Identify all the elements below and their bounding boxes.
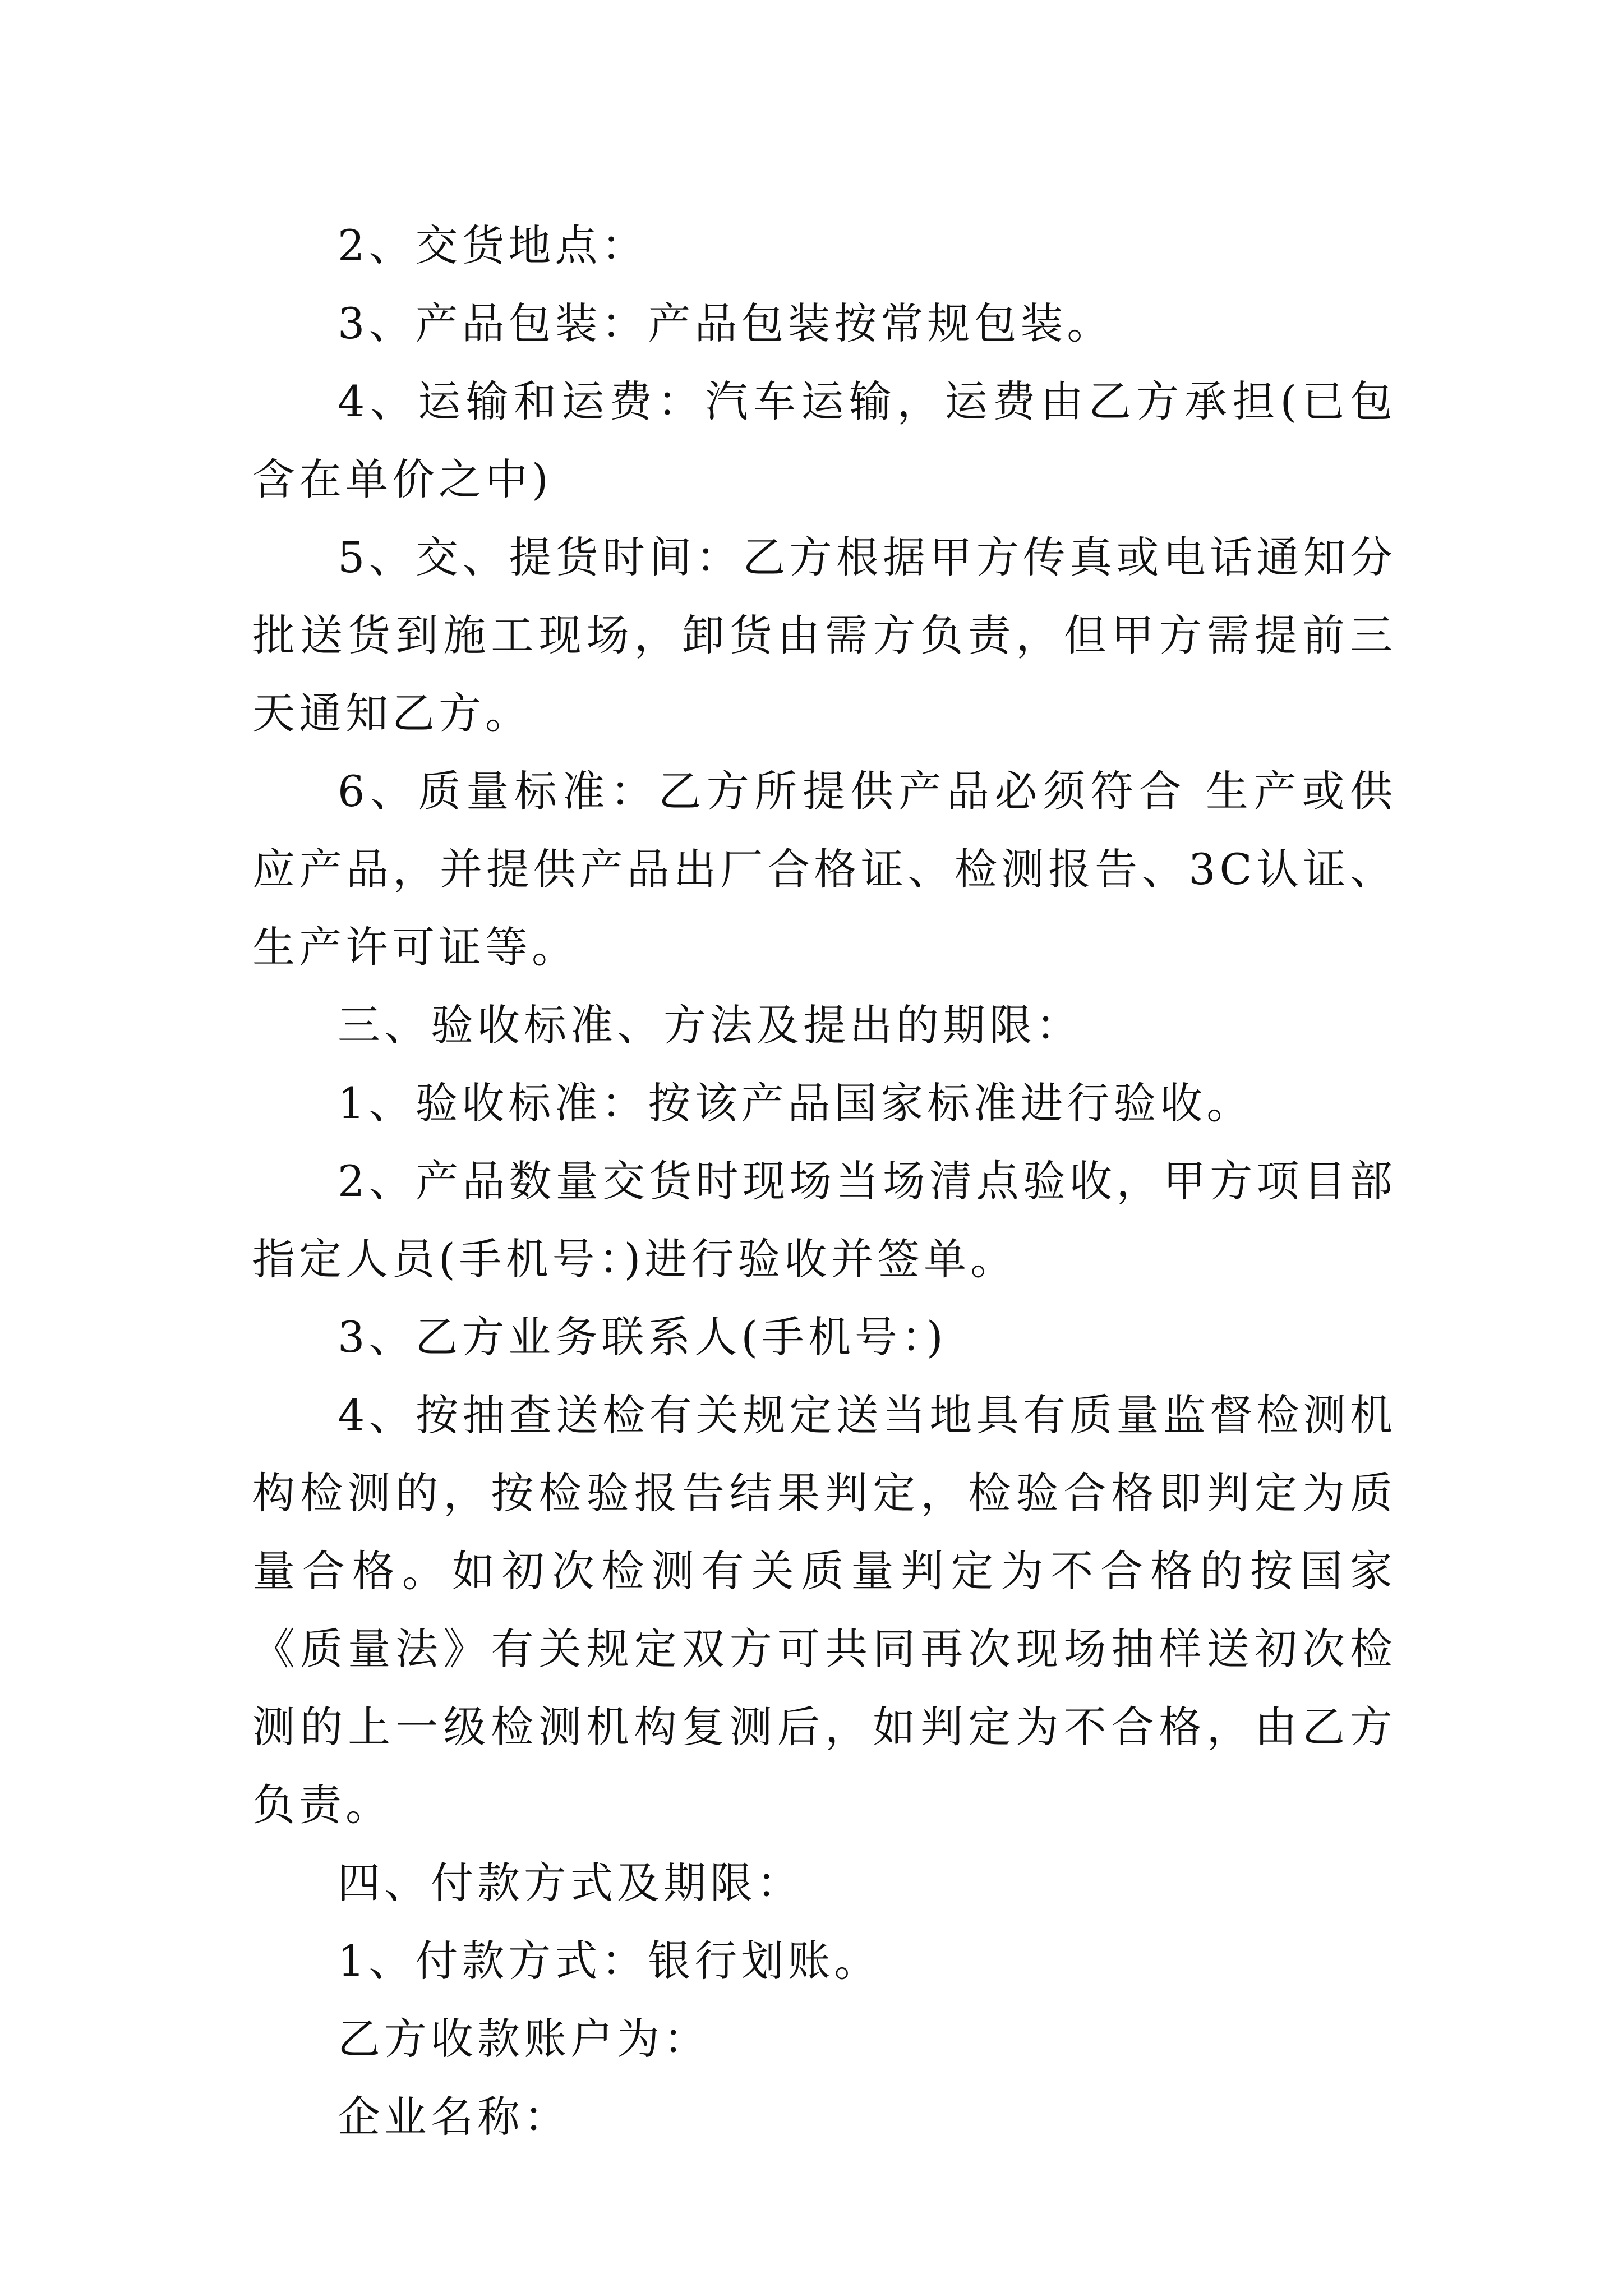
paragraph-company-name: 企业名称： (338, 2092, 570, 2142)
paragraph-transport: 4、运输和运费：汽车运输，运费由乙方承担(已包含在单价之中) (252, 376, 1396, 504)
paragraph-quantity-check: 2、产品数量交货时现场当场清点验收，甲方项目部指定人员(手机号：)进行验收并签单。 (252, 1156, 1396, 1284)
paragraph-payment-method: 1、付款方式：银行划账。 (338, 1936, 881, 1986)
section-heading-payment: 四、付款方式及期限： (338, 1858, 803, 1908)
paragraph-delivery-time: 5、交、提货时间：乙方根据甲方传真或电话通知分批送货到施工现场，卸货由需方负责，但甲方需提前三天通知乙方。 (252, 532, 1396, 738)
paragraph-payee-account: 乙方收款账户为： (338, 2014, 710, 2064)
paragraph-acceptance-standard: 1、验收标准：按该产品国家标准进行验收。 (338, 1078, 1253, 1128)
paragraph-packaging: 3、产品包装：产品包装按常规包装。 (338, 298, 1114, 348)
paragraph-delivery-location: 2、交货地点： (338, 220, 648, 270)
document-body (252, 206, 1396, 2156)
section-heading-acceptance: 三、验收标准、方法及提出的期限： (338, 1000, 1082, 1050)
paragraph-quality-standard: 6、质量标准：乙方所提供产品必须符合 生产或供应产品，并提供产品出厂合格证、检测报告、3C认证、生产许可证等。 (252, 766, 1396, 972)
paragraph-contact-person: 3、乙方业务联系人(手机号：) (338, 1312, 947, 1362)
paragraph-inspection: 4、按抽查送检有关规定送当地具有质量监督检测机构检测的，按检验报告结果判定，检验合格即判定为质量合格。如初次检测有关质量判定为不合格的按国家《质量法》有关规定双方可共同再次现场抽样送初次检测的上一级检测机构复测后，如判定为不合格，由乙方负责。 (252, 1390, 1396, 1830)
